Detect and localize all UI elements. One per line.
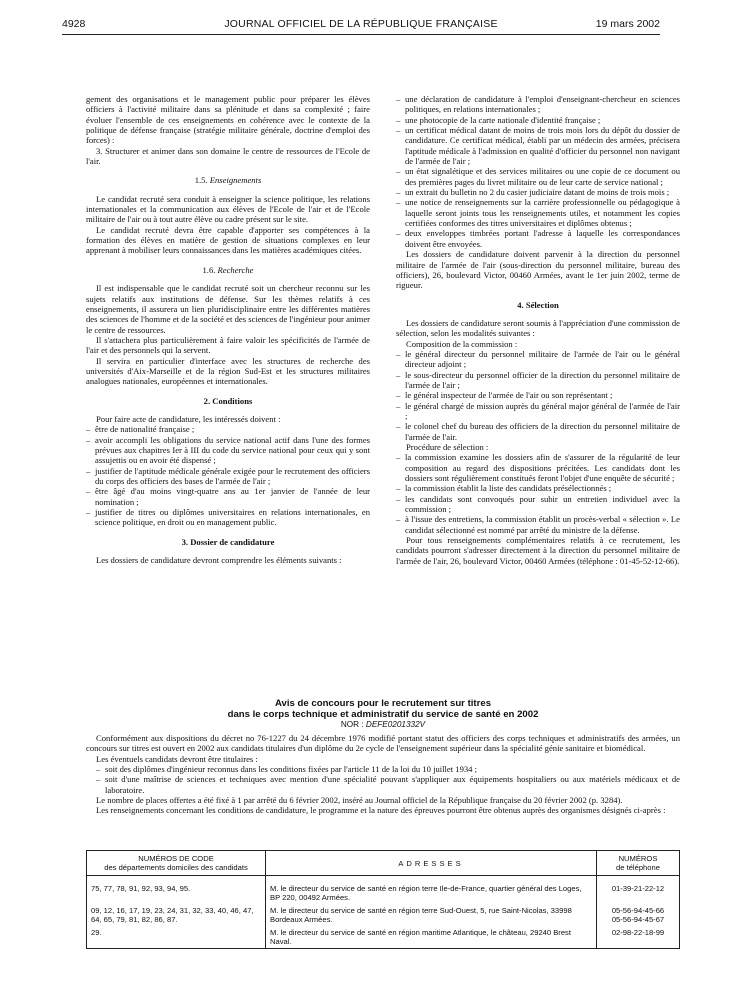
list-item: – un extrait du bulletin no 2 du casier judiciaire datant de moins de trois mois ;	[396, 187, 680, 197]
titres-list	[86, 764, 680, 795]
list-item: – un certificat médical datant de moins de trois mois lors du dépôt du dossier de candidature. Ce certificat médical, établi par un médecin des armées, précisera l'aptitude médicale à l'admission en qualité d'officier du personnel non navigant de l'armée de l'air ;	[396, 125, 680, 166]
page-header	[62, 18, 660, 34]
paragraph: Les dossiers de candidature doivent parvenir à la direction du personnel militaire de l'armée de l'air (sous-direction du personnel militaire, bureau des officiers), 26, boulevard Victor, 00460 Armées, avant le 1er juin 2002, terme de rigueur.	[396, 249, 680, 291]
conditions-list	[86, 424, 370, 527]
paragraph: Le nombre de places offertes a été fixé à 1 par arrêté du 6 février 2002, inséré au Journal officiel de la République française du 20 février 2002 (p. 3284).	[96, 795, 623, 806]
list-item: – une photocopie de la carte nationale d'identité française ;	[396, 115, 680, 125]
column-header-codes	[87, 851, 266, 876]
paragraph: Pour faire acte de candidature, les intéressés doivent :	[96, 413, 281, 424]
section-1-5-heading	[86, 175, 370, 185]
list-item: – soit d'une maîtrise de sciences et techniques avec mention d'une spécialité pouvant s'appliquer aux équipements hospitaliers ou aux matériels médicaux et de laboratoire.	[96, 774, 680, 795]
list-item: – être âgé d'au moins vingt-quatre ans au 1er janvier de l'année de leur nomination ;	[86, 486, 370, 507]
procedure-list	[396, 452, 680, 535]
section-title: 3. Dossier de candidature	[181, 536, 275, 547]
right-column	[396, 94, 680, 566]
table-row	[87, 882, 680, 904]
left-column	[86, 94, 370, 565]
section-4-heading	[396, 300, 680, 310]
point-3: 3. Structurer et animer dans son domaine le centre de ressources de l'Ecole de l'air.	[86, 145, 370, 167]
list-item: – un état signalétique et des services militaires ou une copie de ce document ou des premières pages du livret militaire ou de leur carte de service national ;	[396, 166, 680, 187]
list-item: – justifier de l'aptitude médicale générale exigée pour le recrutement des officiers du corps des officiers des bases de l'armée de l'air ;	[86, 466, 370, 487]
cell-telephone: 01-39-21-22-12	[597, 882, 680, 904]
list-item: – justifier de titres ou diplômes universitaires en relations internationales, en science politique, en droit ou en management public.	[86, 507, 370, 528]
list-item: – le sous-directeur du personnel officier de la direction du personnel militaire de l'armée de l'air ;	[396, 370, 680, 391]
section-number: 1.5.	[194, 175, 208, 186]
list-item: – les candidats sont convoqués pour subir un entretien individuel avec la commission ;	[396, 494, 680, 515]
page-number: 4928	[62, 18, 86, 30]
list-item: – être de nationalité française ;	[86, 424, 370, 434]
list-item: – le colonel chef du bureau des officiers de la direction du personnel militaire de l'armée de l'air.	[396, 421, 680, 442]
list-item: – le général chargé de mission auprès du général major général de l'armée de l'air ;	[396, 401, 680, 422]
header-line: de téléphone	[616, 863, 660, 872]
paragraph: Conformément aux dispositions du décret no 76-1227 du 24 décembre 1976 modifié portant statut des officiers des corps techniques et administratifs des armées, un concours sur titres est ouvert en 2002 aux candidats titulaires d'un diplôme du 2e cycle de l'enseignement supérieur dans la spécialité génie sanitaire et biomédical.	[86, 733, 680, 754]
paragraph: Les dossiers de candidature devront comprendre les éléments suivants :	[96, 555, 342, 566]
column-header-adresses: ADRESSES	[266, 851, 597, 876]
table-row	[87, 904, 680, 926]
cell-telephone: 02-98-22-18-99	[597, 926, 680, 949]
cell-adresse: M. le directeur du service de santé en région terre Ile-de-France, quartier général des Loges, BP 220, 00492 Armées.	[266, 882, 597, 904]
table-header-row	[87, 851, 680, 876]
header-line: des départements domiciles des candidats	[104, 863, 248, 872]
avis-subtitle: dans le corps technique et administratif du service de santé en 2002	[227, 709, 539, 720]
addresses-table	[86, 850, 680, 949]
table-row	[87, 926, 680, 949]
section-2-heading	[86, 396, 370, 406]
paragraph: Il est indispensable que le candidat recruté soit un chercheur reconnu sur les sujets relatifs aux institutions de défense. Sur les thèmes relatifs à ces enseignements, il assurera un lien pluridisciplinaire entre les différentes matières des sciences de l'homme et de la société et des sciences de l'ingénieur pour animer le centre de ressources.	[86, 283, 370, 335]
section-number: 1.6.	[202, 264, 216, 275]
cell-codes: 09, 12, 16, 17, 19, 23, 24, 31, 32, 33, 40, 46, 47, 64, 65, 79, 81, 82, 86, 87.	[87, 904, 266, 926]
section-title: Recherche	[217, 264, 254, 275]
nor-label: NOR :	[340, 720, 364, 729]
header-rule	[62, 34, 660, 35]
paragraph: Le candidat recruté sera conduit à enseigner la science politique, les relations internationales et la communication aux élèves de l'Ecole de l'air et de l'Ecole militaire de l'air ou à tout autre élève ou cadre présent sur le site.	[86, 193, 370, 225]
nor-reference	[86, 720, 680, 730]
list-item: – la commission examine les dossiers afin de s'assurer de la régularité de leur composition au regard des dispositions précitées. Les candidats dont les dossiers sont régulièrement constitués feront l'objet d'une enquête de sécurité ;	[396, 452, 680, 483]
list-item: – une notice de renseignements sur la carrière professionnelle ou pédagogique à laquelle seront joints tous les renseignements utiles, et notamment les copies certifiées conformes des titres universitaires et diplômes obtenus ;	[396, 197, 680, 228]
journal-title: JOURNAL OFFICIEL DE LA RÉPUBLIQUE FRANÇAISE	[224, 18, 498, 30]
list-item: – une déclaration de candidature à l'emploi d'enseignant-chercheur en sciences politiques, en relations internationales ;	[396, 94, 680, 115]
avis-title: Avis de concours pour le recrutement sur titres	[274, 698, 492, 709]
cell-adresse: M. le directeur du service de santé en région maritime Atlantique, le château, 29240 Brest Naval.	[266, 926, 597, 949]
list-item: – le général inspecteur de l'armée de l'air ou son représentant ;	[396, 390, 680, 400]
publication-date: 19 mars 2002	[595, 18, 660, 30]
list-item: – le général directeur du personnel militaire de l'armée de l'air ou le général directeur adjoint ;	[396, 349, 680, 370]
composition-label: Composition de la commission :	[406, 338, 518, 349]
intro-paragraph: gement des organisations et le management public pour préparer les élèves officiers à l'activité militaire dans sa plénitude et dans sa complexité ; faire évoluer l'ensemble de ces enseignements en cohérence avec le contexte de la politique de défense française (stratégie militaire générale, doctrine d'emploi des forces) :	[86, 94, 370, 146]
list-item: – deux enveloppes timbrées portant l'adresse à laquelle les correspondances doivent être envoyées.	[396, 228, 680, 249]
cell-codes: 75, 77, 78, 91, 92, 93, 94, 95.	[87, 882, 266, 904]
list-item: – avoir accompli les obligations du service national actif dans l'une des formes prévues aux chapitres Ier à III du code du service national pour ceux qui y sont assujettis ou en avoir été dispensé ;	[86, 435, 370, 466]
paragraph: Les dossiers de candidature seront soumis à l'appréciation d'une commission de sélection, selon les modalités suivantes :	[396, 317, 680, 339]
composition-list	[396, 349, 680, 442]
documents-list	[396, 94, 680, 249]
list-item: – soit des diplômes d'ingénieur reconnus dans les conditions fixées par l'article 11 de la loi du 10 juillet 1934 ;	[96, 764, 680, 774]
section-title: Enseignements	[209, 175, 262, 186]
paragraph: Il s'attachera plus particulièrement à faire valoir les spécificités de l'armée de l'air et des personnels qui la servent.	[86, 334, 370, 356]
list-item: – à l'issue des entretiens, la commission établit un procès-verbal « sélection ». Le candidat sélectionné est nommé par arrêté du ministre de la défense.	[396, 514, 680, 535]
procedure-label: Procédure de sélection :	[406, 442, 489, 452]
cell-codes: 29.	[87, 926, 266, 949]
section-title: 4. Sélection	[517, 299, 559, 310]
header-line: NUMÉROS DE CODE	[138, 854, 214, 863]
paragraph: Pour tous renseignements complémentaires relatifs à ce recrutement, les candidats pourront s'adresser directement à la direction du personnel militaire de l'armée de l'air, 26, boulevard Victor, 00460 Armées (téléphone : 01-45-52-12-66).	[396, 535, 680, 566]
section-3-heading	[86, 537, 370, 547]
paragraph: Les éventuels candidats devront être titulaires :	[96, 753, 258, 764]
cell-telephone: 05-56-94-45-66 05-56-94-45-67	[597, 904, 680, 926]
section-1-6-heading	[86, 265, 370, 275]
list-item: – la commission établit la liste des candidats présélectionnés ;	[396, 483, 680, 493]
cell-adresse: M. le directeur du service de santé en région terre Sud-Ouest, 5, rue Saint-Nicolas, 33998 Bordeaux Armées.	[266, 904, 597, 926]
header-line: NUMÉROS	[618, 854, 658, 863]
avis-section	[86, 698, 680, 816]
nor-value: DEFE0201332V	[365, 720, 426, 729]
paragraph: Il servira en particulier d'interface avec les structures de recherche des universités d'Aix-Marseille et de la région Sud-Est et les structures militaires analogues nationales, européennes et internationales.	[86, 355, 370, 387]
section-title: 2. Conditions	[203, 395, 253, 406]
paragraph: Le candidat recruté devra être capable d'apporter ses compétences à la formation des élèves en matière de gestion de situations complexes en leur apprenant à mobiliser leurs connaissances dans les matières académiques citées.	[86, 224, 370, 256]
paragraph: Les renseignements concernant les conditions de candidature, le programme et la nature des épreuves pourront être obtenus auprès des organismes désignés ci-après :	[96, 805, 666, 816]
column-header-telephone	[597, 851, 680, 876]
